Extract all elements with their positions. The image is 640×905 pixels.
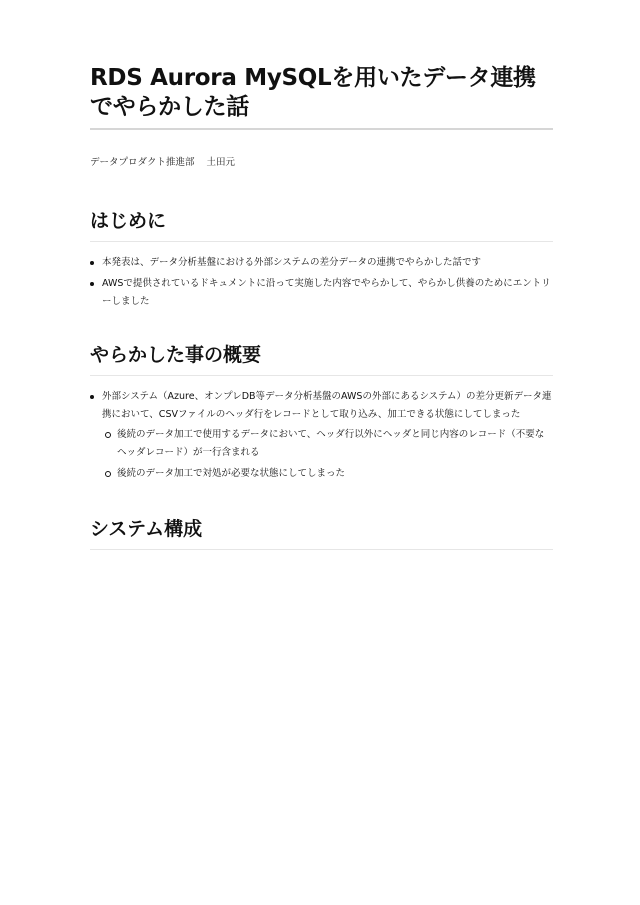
author-name: 土田元 [206,157,236,168]
sub-list-item [102,426,553,462]
bullet-icon [90,261,94,265]
list-item [90,254,553,272]
section-heading: はじめに [90,208,553,242]
sub-list-item-text: 後続のデータ加工で使用するデータにおいて、ヘッダ行以外にヘッダと同じ内容のレコード（不要なヘッダレコード）が一行含まれる [117,429,545,458]
section-introduction [90,208,553,311]
hollow-bullet-icon [105,471,111,477]
list-item-text: 外部システム（Azure、オンプレDB等データ分析基盤のAWSの外部にあるシステム）の差分更新データ連携において、CSVファイルのヘッダ行をレコードとして取り込み、加工できる状態にしてしまった [102,391,552,420]
list-item [90,275,553,311]
section-system-architecture [90,516,553,550]
author-department: データプロダクト推進部 [90,157,195,168]
author-line [90,156,553,170]
bullet-icon [90,395,94,399]
bullet-list [90,388,553,483]
hollow-bullet-icon [105,432,111,438]
section-incident-overview [90,342,553,483]
list-item-text: 本発表は、データ分析基盤における外部システムの差分データの連携でやらかした話です [102,257,482,268]
sub-bullet-list [102,426,553,483]
page-title: RDS Aurora MySQLを用いたデータ連携でやらかした話 [90,64,553,130]
list-item [90,388,553,483]
list-item-text: AWSで提供されているドキュメントに沿って実施した内容でやらかして、やらかし供養のためにエントリーしました [102,278,551,307]
bullet-list [90,254,553,311]
sub-list-item-text: 後続のデータ加工で対処が必要な状態にしてしまった [117,468,346,479]
document-page [90,0,553,550]
bullet-icon [90,282,94,286]
sub-list-item [102,465,553,483]
section-heading: やらかした事の概要 [90,342,553,376]
section-heading: システム構成 [90,516,553,550]
